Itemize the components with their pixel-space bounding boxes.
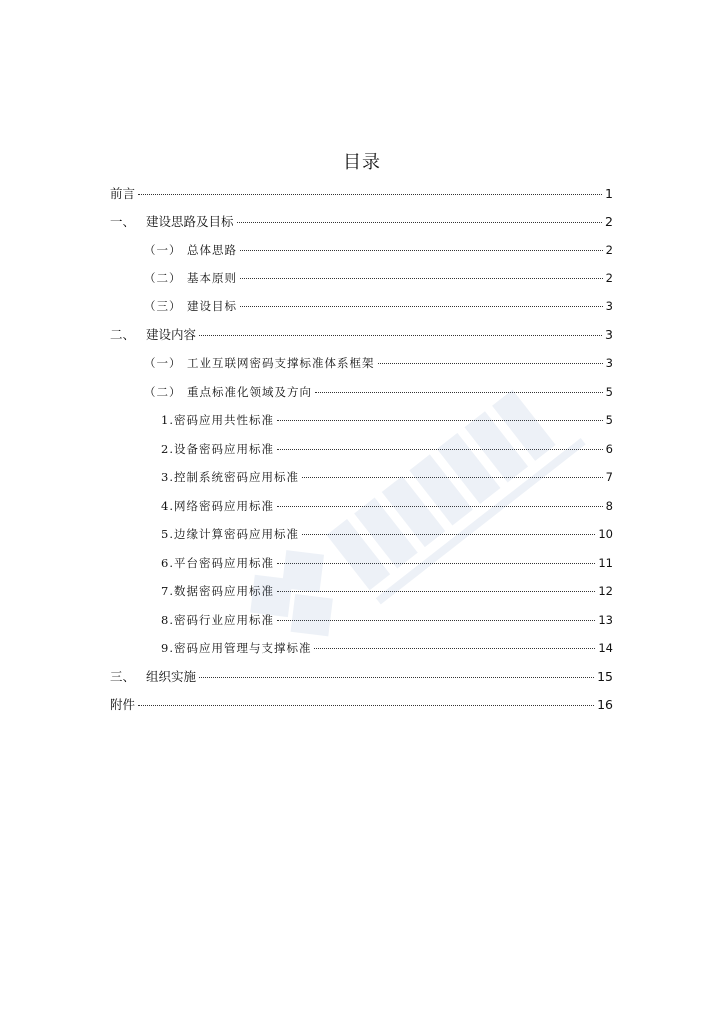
toc-entry-appendix[interactable] bbox=[110, 697, 613, 713]
dot-leader bbox=[240, 278, 603, 279]
toc-entry-preface[interactable] bbox=[110, 186, 613, 202]
toc-entry-label: 工业互联网密码支撑标准体系框架 bbox=[187, 356, 375, 370]
toc-page-number: 14 bbox=[598, 641, 613, 655]
toc-entry-section-3[interactable] bbox=[110, 669, 613, 685]
dot-leader bbox=[240, 250, 603, 251]
dot-leader bbox=[277, 506, 603, 507]
toc-entry-subsection-1[interactable] bbox=[161, 412, 613, 428]
toc-entry-label: 总体思路 bbox=[187, 243, 237, 257]
dot-leader bbox=[199, 677, 594, 678]
toc-entry-subsection-2[interactable] bbox=[161, 441, 613, 457]
toc-page-number: 5 bbox=[605, 385, 613, 399]
dot-leader bbox=[277, 620, 595, 621]
toc-entry-label: 8.密码行业应用标准 bbox=[161, 613, 274, 627]
toc-page-number: 2 bbox=[605, 243, 613, 257]
toc-entry-label: 2.设备密码应用标准 bbox=[161, 442, 274, 456]
toc-entry-section-1-2[interactable] bbox=[144, 270, 613, 286]
toc-entry-label: 4.网络密码应用标准 bbox=[161, 499, 274, 513]
toc-entry-label: 附件 bbox=[110, 697, 136, 712]
toc-entry-label: 建设思路及目标 bbox=[146, 214, 234, 229]
toc-page-number: 5 bbox=[605, 413, 613, 427]
dot-leader bbox=[138, 705, 594, 706]
toc-page-number: 1 bbox=[605, 186, 613, 201]
toc-entry-label: 前言 bbox=[110, 186, 136, 201]
toc-entry-label: 建设内容 bbox=[146, 327, 197, 342]
toc-entry-number: 一、 bbox=[110, 214, 136, 229]
toc-entry-subsection-5[interactable] bbox=[161, 526, 613, 542]
dot-leader bbox=[302, 534, 595, 535]
dot-leader bbox=[277, 420, 603, 421]
toc-entry-label: 7.数据密码应用标准 bbox=[161, 584, 274, 598]
toc-entry-subsection-7[interactable] bbox=[161, 583, 613, 599]
dot-leader bbox=[138, 194, 602, 195]
toc-entry-label: 5.边缘计算密码应用标准 bbox=[161, 527, 299, 541]
dot-leader bbox=[240, 306, 603, 307]
toc-entry-section-2-2[interactable] bbox=[144, 384, 613, 400]
toc-page-number: 10 bbox=[598, 527, 613, 541]
dot-leader bbox=[277, 591, 595, 592]
toc-entry-section-2-1[interactable] bbox=[144, 355, 613, 371]
toc-page-number: 8 bbox=[605, 499, 613, 513]
toc-entry-subsection-3[interactable] bbox=[161, 469, 613, 485]
dot-leader bbox=[237, 222, 603, 223]
toc-entry-label: 1.密码应用共性标准 bbox=[161, 413, 274, 427]
toc-entry-number: （一） bbox=[144, 356, 182, 370]
page-title: 目录 bbox=[343, 152, 381, 173]
toc-page-number: 16 bbox=[597, 697, 613, 712]
dot-leader bbox=[277, 563, 595, 564]
dot-leader bbox=[277, 449, 603, 450]
toc-entry-number: 三、 bbox=[110, 669, 136, 684]
toc-page-number: 2 bbox=[605, 271, 613, 285]
toc-entry-subsection-8[interactable] bbox=[161, 612, 613, 628]
toc-entry-number: 二、 bbox=[110, 327, 136, 342]
dot-leader bbox=[302, 477, 603, 478]
toc-page-number: 3 bbox=[605, 299, 613, 313]
toc-entry-label: 9.密码应用管理与支撑标准 bbox=[161, 641, 312, 655]
toc-entry-subsection-6[interactable] bbox=[161, 555, 613, 571]
dot-leader bbox=[314, 648, 595, 649]
toc-entry-label: 3.控制系统密码应用标准 bbox=[161, 470, 299, 484]
toc-page-number: 6 bbox=[605, 442, 613, 456]
dot-leader bbox=[315, 392, 603, 393]
toc-entry-label: 建设目标 bbox=[187, 299, 237, 313]
toc-entry-section-1-3[interactable] bbox=[144, 298, 613, 314]
toc-entry-label: 6.平台密码应用标准 bbox=[161, 556, 274, 570]
toc-page-number: 7 bbox=[605, 470, 613, 484]
toc-entry-number: （一） bbox=[144, 243, 182, 257]
toc-entry-number: （二） bbox=[144, 271, 182, 285]
toc-entry-section-2[interactable] bbox=[110, 327, 613, 343]
toc-page-number: 12 bbox=[598, 584, 613, 598]
toc-entry-label: 基本原则 bbox=[187, 271, 237, 285]
toc-entry-label: 重点标准化领域及方向 bbox=[187, 385, 312, 399]
toc-page-number: 3 bbox=[605, 356, 613, 370]
toc-page-number: 15 bbox=[597, 669, 613, 684]
toc-page-number: 2 bbox=[605, 214, 613, 229]
toc-entry-section-1-1[interactable] bbox=[144, 242, 613, 258]
toc-page-number: 11 bbox=[598, 556, 613, 570]
toc-entry-subsection-9[interactable] bbox=[161, 640, 613, 656]
toc-entry-number: （三） bbox=[144, 299, 182, 313]
dot-leader bbox=[199, 335, 602, 336]
toc-page-number: 13 bbox=[598, 613, 613, 627]
toc-entry-label: 组织实施 bbox=[146, 669, 197, 684]
toc-page-number: 3 bbox=[605, 327, 613, 342]
toc-entry-number: （二） bbox=[144, 385, 182, 399]
toc-entry-section-1[interactable] bbox=[110, 214, 613, 230]
toc-entry-subsection-4[interactable] bbox=[161, 498, 613, 514]
dot-leader bbox=[378, 363, 603, 364]
